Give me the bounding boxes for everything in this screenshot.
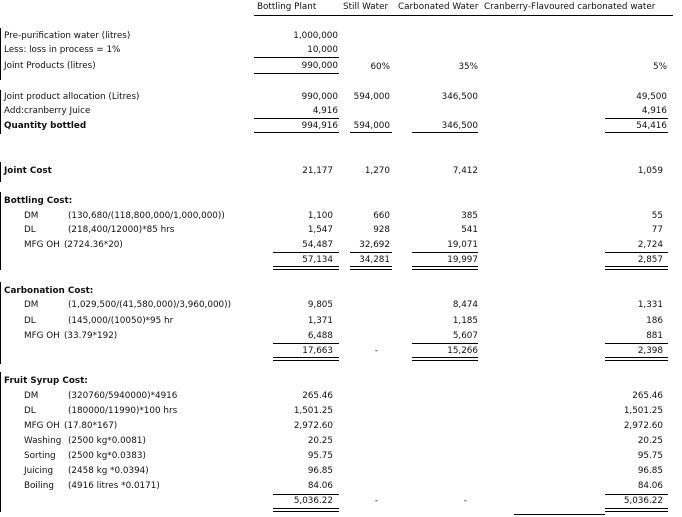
bottling-dl-plant: 1,547 [307,225,333,235]
fruit-row-code: Juicing [24,466,54,476]
carbonation-total-plant: 17,663 [302,346,333,356]
quantity-bottled-underline-4 [605,132,668,133]
pre-purification-plant: 1,000,000 [293,31,338,41]
fruit-row-plant: 2,972.60 [293,421,333,431]
quantity-bottled-underline-1 [254,132,339,133]
bottling-dl-formula: (218,400/12000)*85 hrs [68,225,175,235]
carbonation-cost-title: Carbonation Cost: [4,286,94,296]
joint-cost-plant: 21,177 [302,166,333,176]
bottling-subtotal-line-cran [605,252,668,253]
bottling-total-still: 34,281 [359,255,390,265]
carbonation-oh-carb: 5,607 [452,331,478,341]
carbonation-oh-cran: 881 [646,331,663,341]
joint-products-label: Joint Products (litres) [4,61,96,71]
carbonation-dl-carb: 1,185 [452,316,478,326]
sheet-left-border-6 [0,372,1,512]
bottling-dm-carb: 385 [461,211,478,221]
bottling-oh-cran: 2,724 [637,240,663,250]
fruit-row-code: Sorting [24,451,56,461]
sheet-left-border-3 [0,162,1,182]
carbonation-subtotal-line-plant [273,343,339,344]
loss-plant: 10,000 [307,45,338,55]
fruit-row-plant: 95.75 [307,451,333,461]
sheet-left-border-5 [0,282,1,364]
bottling-dm-still: 660 [373,211,390,221]
carbonation-total-still: - [374,346,378,356]
sheet-left-border-4 [0,192,1,270]
bottling-dm-code: DM [24,211,39,221]
fruit-row-formula: (180000/11990)*100 hrs [68,406,178,416]
bottling-total-double-line-cran [605,266,668,270]
bottling-dl-carb: 541 [461,225,478,235]
header-carbonated-water: Carbonated Water [398,2,479,12]
joint-cost-cran: 1,059 [637,166,663,176]
header-still-water: Still Water [343,2,389,12]
fruit-subtotal-line-plant [273,494,339,495]
fruit-total-cran: 5,036.22 [623,496,663,506]
fruit-total-double-line-plant [273,508,339,512]
carbonation-dm-plant: 9,805 [307,300,333,310]
cranberry-juice-plant: 4,916 [312,106,338,116]
allocation-carb: 346,500 [441,92,478,102]
fruit-bottom-edge [514,514,605,515]
carbonation-total-double-line-plant [273,357,339,361]
quantity-bottled-cran: 54,416 [636,121,667,131]
fruit-row-plant: 20.25 [307,436,333,446]
fruit-row-cran: 20.25 [637,436,663,446]
fruit-row-code: Washing [24,436,62,446]
bottling-dl-cran: 77 [651,225,663,235]
bottling-subtotal-line-carb [412,252,478,253]
carbonation-oh-label: MFG OH [24,331,60,341]
quantity-bottled-carb: 346,500 [441,121,478,131]
fruit-syrup-cost-title: Fruit Syrup Cost: [4,376,88,386]
carbonation-subtotal-line-cran [605,343,668,344]
fruit-row-formula: (2458 kg *0.0394) [68,466,149,476]
carbonation-dl-cran: 186 [646,316,663,326]
allocation-label: Joint product allocation (Litres) [4,92,140,102]
bottling-dm-formula: (130,680/(118,800,000/1,000,000)) [68,211,225,221]
bottling-dl-code: DL [24,225,36,235]
fruit-total-double-line-cran [605,508,668,512]
joint-cost-still: 1,270 [364,166,390,176]
fruit-row-code: Boiling [24,481,54,491]
bottling-total-plant: 57,134 [302,255,333,265]
fruit-total-still: - [374,496,378,506]
fruit-row-formula: (2500 kg*0.0383) [68,451,146,461]
loss-label: Less: loss in process = 1% [4,45,121,55]
bottling-total-double-line-carb [412,266,478,270]
carbonation-oh-plant: 6,488 [307,331,333,341]
carbonation-total-double-line-carb [412,357,478,361]
quantity-bottled-still: 594,000 [353,121,390,131]
cranberry-juice-label: Add:cranberry Juice [4,106,91,116]
bottling-oh-formula: (2724.36*20) [64,240,123,250]
joint-cost-carb: 7,412 [452,166,478,176]
bottling-total-carb: 19,997 [447,255,478,265]
carbonation-dm-cran: 1,331 [637,300,663,310]
bottling-oh-carb: 19,071 [447,240,478,250]
fruit-total-plant: 5,036.22 [293,496,333,506]
bottling-total-double-line-still [350,266,392,270]
header-bottling-plant: Bottling Plant [257,2,317,12]
fruit-row-cran: 2,972.60 [623,421,663,431]
fruit-row-code: DM [24,391,39,401]
cranberry-juice-cran: 4,916 [641,106,667,116]
header-cranberry-water: Cranberry-Flavoured carbonated water [484,2,656,12]
fruit-row-code: DL [24,406,36,416]
joint-products-underline [254,73,339,74]
sheet-left-border [0,28,1,80]
joint-products-plant: 990,000 [301,61,338,71]
loss-underline [254,57,339,58]
joint-products-still: 60% [370,62,390,72]
carbonation-total-carb: 15,266 [447,346,478,356]
allocation-still: 594,000 [353,92,390,102]
fruit-row-plant: 96.85 [307,466,333,476]
fruit-subtotal-line-cran [605,494,668,495]
bottling-oh-still: 32,692 [359,240,390,250]
fruit-row-cran: 84.06 [637,481,663,491]
fruit-row-formula: (320760/5940000)*4916 [68,391,178,401]
fruit-row-cran: 265.46 [632,391,663,401]
carbonation-total-cran: 2,398 [637,346,663,356]
fruit-row-cran: 95.75 [637,451,663,461]
carbonation-dl-formula: (145,000/(10050)*95 hr [68,316,174,326]
fruit-row-code: MFG OH [24,421,60,431]
fruit-row-cran: 96.85 [637,466,663,476]
bottling-total-cran: 2,857 [637,255,663,265]
joint-products-carb: 35% [458,62,478,72]
quantity-bottled-underline-2 [350,132,392,133]
fruit-row-plant: 1,501.25 [293,406,333,416]
carbonation-dl-plant: 1,371 [307,316,333,326]
bottling-dm-plant: 1,100 [307,211,333,221]
fruit-total-carb: - [463,496,467,506]
carbonation-subtotal-line-carb [412,343,478,344]
quantity-bottled-label: Quantity bottled [4,121,87,131]
carbonation-dm-formula: (1,029,500/(41,580,000)/3,960,000)) [68,300,231,310]
quantity-bottled-underline-3 [412,132,478,133]
bottling-dm-cran: 55 [651,211,663,221]
fruit-row-formula: (2500 kg*0.0081) [68,436,146,446]
fruit-row-formula: (17.80*167) [64,421,118,431]
sheet-left-border-2 [0,90,1,134]
fruit-row-plant: 84.06 [307,481,333,491]
bottling-cost-title: Bottling Cost: [4,196,73,206]
fruit-row-plant: 265.46 [302,391,333,401]
allocation-plant: 990,000 [301,92,338,102]
bottling-total-double-line-plant [273,266,339,270]
fruit-row-formula: (4916 litres *0.0171) [68,481,160,491]
carbonation-dm-code: DM [24,300,39,310]
carbonation-oh-formula: (33.79*192) [64,331,118,341]
bottling-subtotal-line-still [350,252,392,253]
joint-products-cran: 5% [653,62,667,72]
bottling-oh-label: MFG OH [24,240,60,250]
allocation-cran: 49,500 [636,92,667,102]
quantity-bottled-plant: 994,916 [301,121,338,131]
allocation-underline-cran [605,118,668,119]
carbonation-dl-code: DL [24,316,36,326]
fruit-row-cran: 1,501.25 [623,406,663,416]
joint-cost-label: Joint Cost [4,166,52,176]
carbonation-total-double-line-cran [605,357,668,361]
bottling-dl-still: 928 [373,225,390,235]
pre-purification-label: Pre-purification water (litres) [4,31,131,41]
bottling-subtotal-line-plant [273,252,339,253]
allocation-underline-plant [254,118,339,119]
carbonation-dm-carb: 8,474 [452,300,478,310]
bottling-oh-plant: 54,487 [302,240,333,250]
